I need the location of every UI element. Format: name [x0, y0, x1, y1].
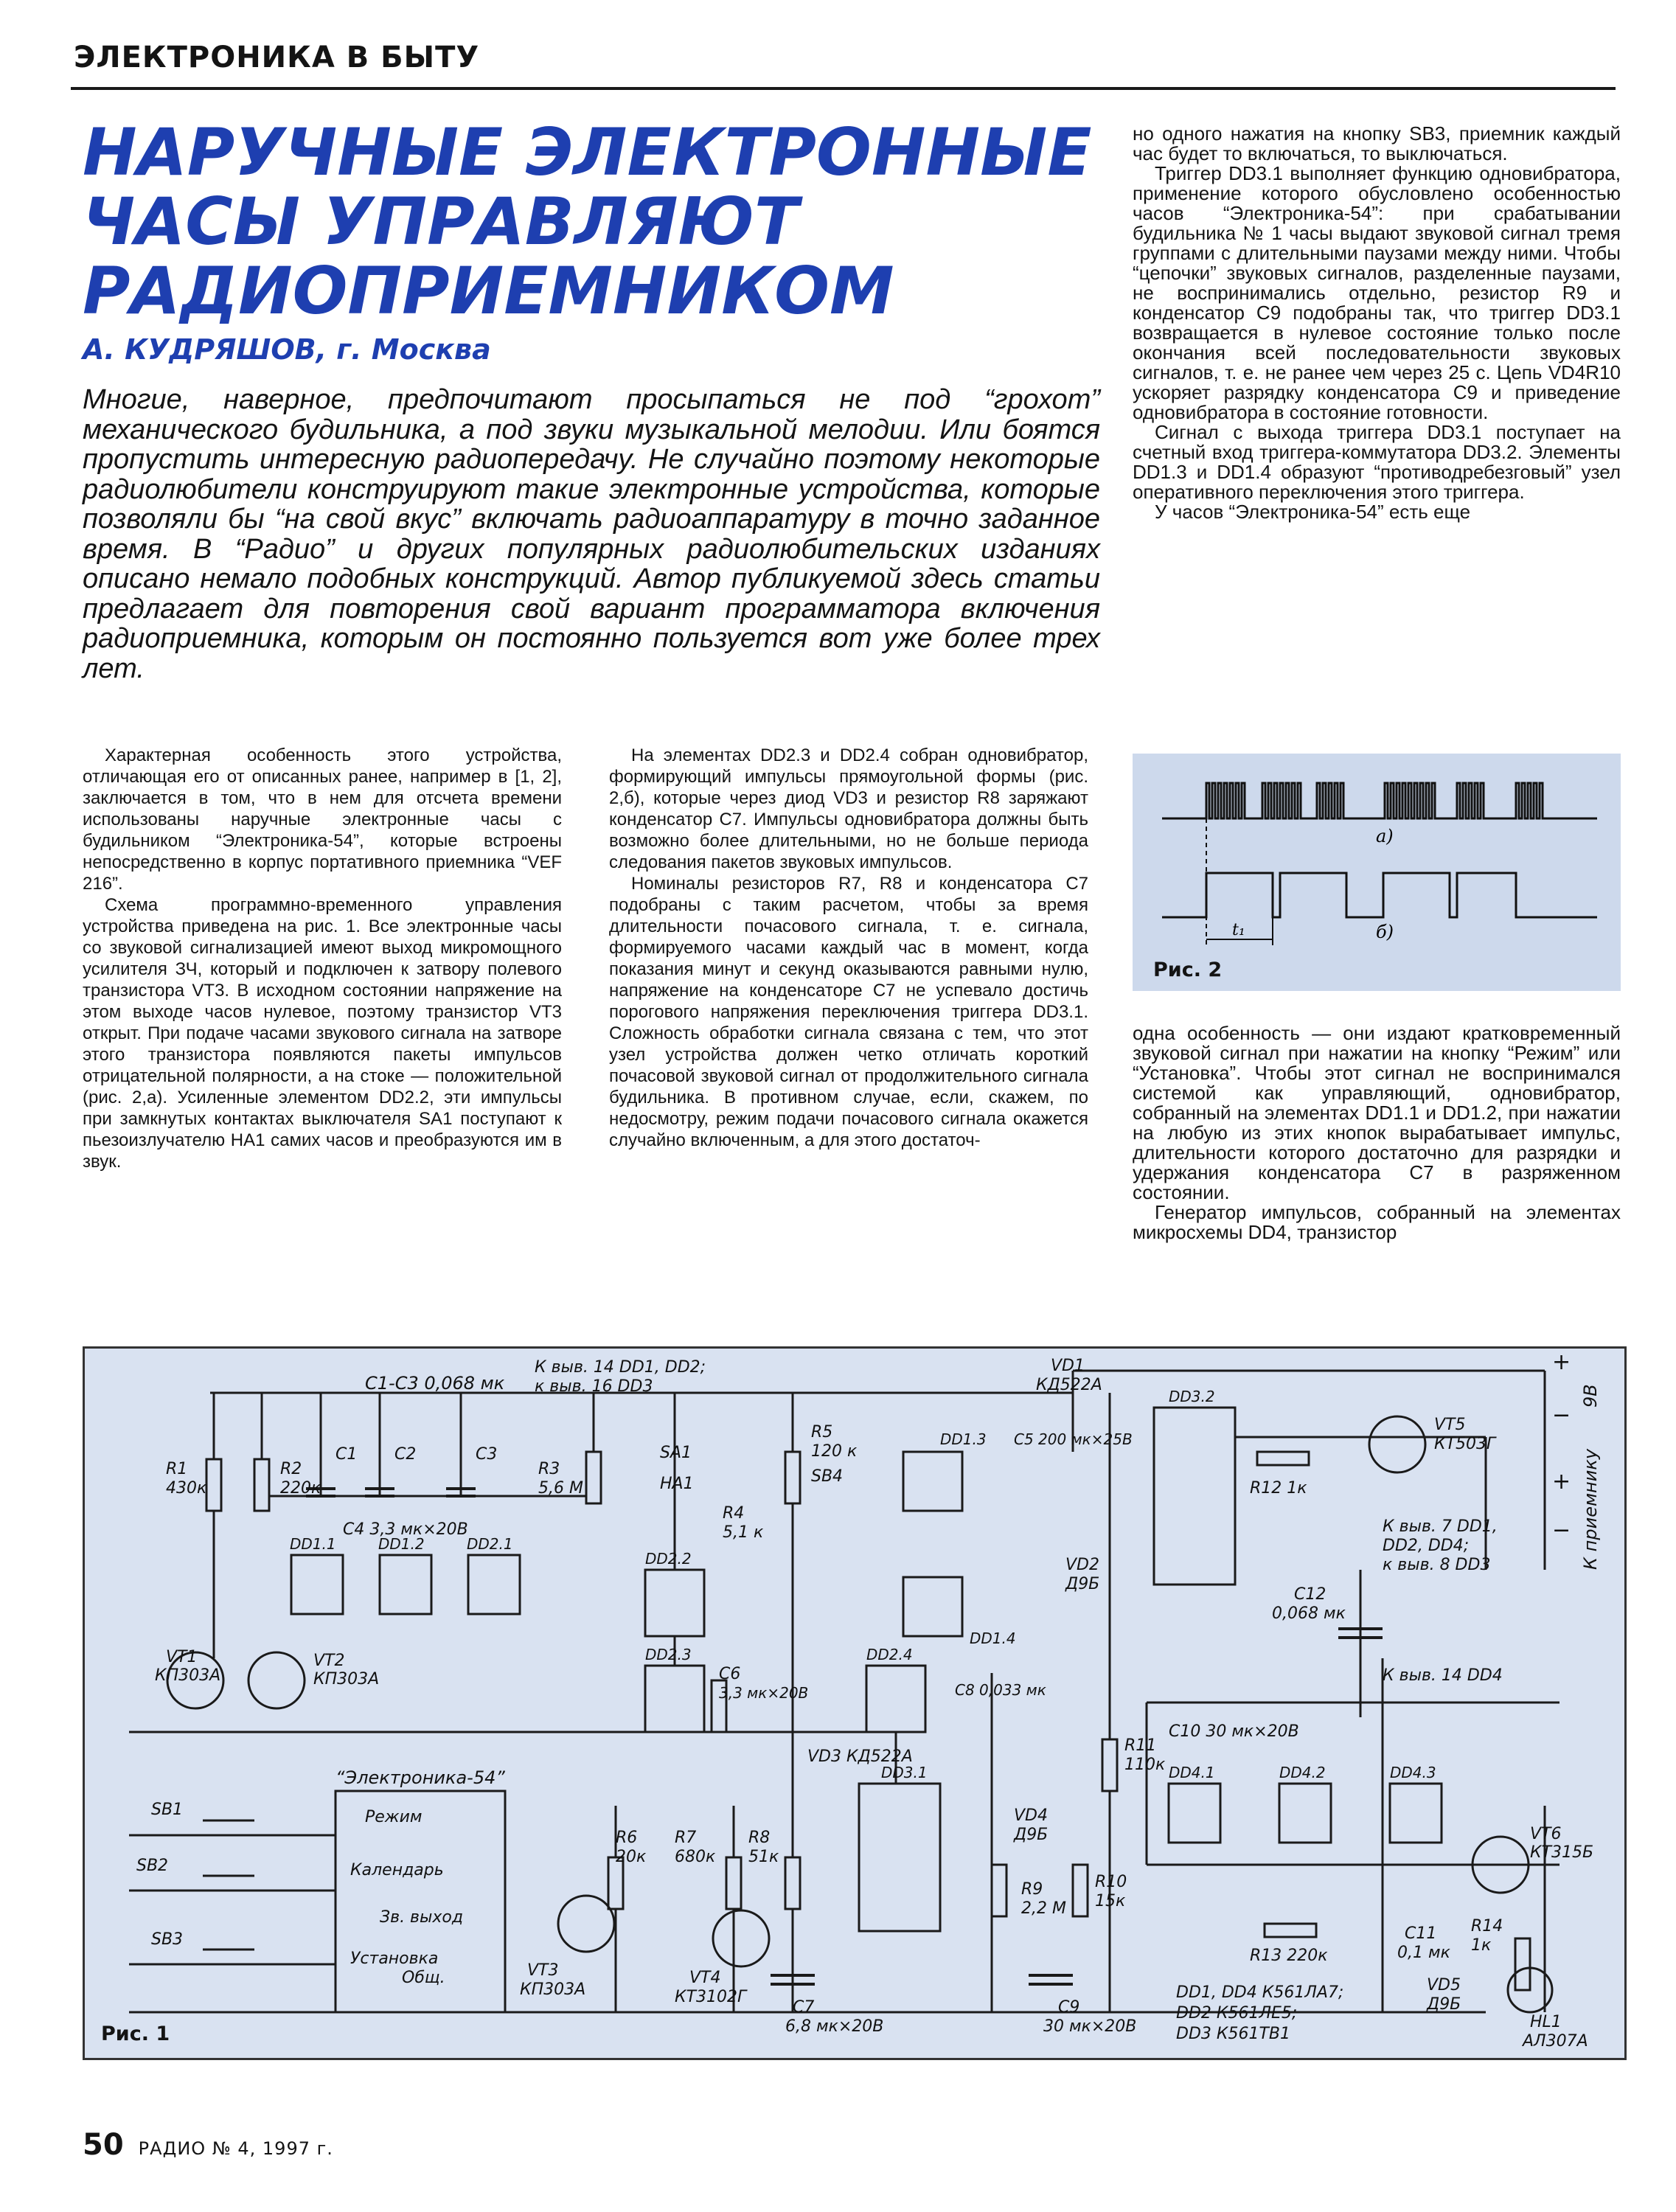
paragraph: У часов “Электроника-54” есть еще — [1155, 501, 1471, 523]
label: 680к — [675, 1848, 716, 1866]
label: КТ3102Г — [675, 1988, 747, 2006]
label: DD1.4 — [970, 1630, 1016, 1647]
label: C5 200 мк×25В — [1014, 1430, 1133, 1448]
label: DD1.3 — [940, 1430, 987, 1448]
label: R3 — [538, 1460, 560, 1478]
paragraph: Сигнал с выхода триггера DD3.1 поступает на счетный вход триггера-коммутатора DD3.2. Элементы DD1.3 и DD1.4 образуют “противодребезговый” узел оперативного переключения этого триггера. — [1133, 421, 1621, 503]
label: Д9Б — [1427, 1995, 1461, 2014]
label: VT3 — [527, 1961, 559, 1980]
paragraph: Характерная особенность этого устройства, отличающая его от описанных ранее, например в [1, 2], заключается в том, что в нем для отсчета времени использованы наручные электронные часы с будильником “Электроника-54”, которые встроены непосредственно в корпус портативного приемника “VEF 216”. — [83, 745, 562, 894]
label: 9В — [1580, 1384, 1601, 1408]
label: R9 — [1021, 1880, 1043, 1899]
wiring — [129, 1371, 1559, 2012]
paragraph: На элементах DD2.3 и DD2.4 собран одновибратор, формирующий импульсы прямоугольной формы (рис. 2,б), которые через диод VD3 и резистор R8 заряжают конденсатор C7. Импульсы одновибратора должны быть возможно более длительными, но не больше периода следования пакетов звуковых импульсов. — [609, 745, 1088, 872]
label: C7 — [793, 1998, 815, 2017]
label: 0,068 мк — [1272, 1604, 1346, 1623]
label: 20к — [616, 1848, 647, 1866]
header-rule — [71, 87, 1616, 90]
label: КП303А — [520, 1980, 586, 1999]
label: 3,3 мк×20В — [719, 1684, 809, 1702]
label: DD4.3 — [1390, 1764, 1436, 1781]
label: DD2, DD4; — [1383, 1537, 1470, 1555]
label: К выв. 14 DD4 — [1383, 1666, 1503, 1685]
label: VD2 — [1065, 1556, 1099, 1574]
button-label: SB1 — [151, 1801, 184, 1819]
label: C9 — [1058, 1998, 1080, 2017]
label: 15к — [1095, 1892, 1126, 1910]
body-column-2 — [609, 745, 1088, 1151]
label: DD3 К561ТВ1 — [1176, 2025, 1291, 2043]
figure-1-caption: Рис. 1 — [101, 2023, 170, 2045]
button-label: SB3 — [151, 1930, 184, 1949]
body-column-3-bottom — [1133, 1023, 1621, 1242]
label: R10 — [1095, 1873, 1127, 1891]
label: к выв. 8 DD3 — [1383, 1556, 1491, 1574]
label-t1: t₁ — [1232, 921, 1245, 939]
label: КТ315Б — [1530, 1843, 1594, 1862]
label: C4 3,3 мк×20В — [343, 1520, 468, 1539]
label: 51к — [748, 1848, 779, 1866]
watch-item: Режим — [365, 1808, 423, 1826]
body-column-3-top — [1133, 124, 1621, 522]
paragraph: Схема программно-временного управления устройства приведена на рис. 1. Все электронные часы со звуковой сигнализацией имеют выход микромощного усилителя ЗЧ, который и подключен к затвору полевого транзистора VT3. В исходном состоянии напряжение на этом выходе часов нулевое, поэтому транзистор VT3 открыт. При подаче часами звукового сигнала на затворе этого транзистора появляются пакеты импульсов отрицательной полярности, а на стоке — положительной (рис. 2,а). Усиленные элементом DD2.2, эти импульсы при замкнутых контактах выключателя SA1 поступают к пьезоизлучателю HA1 самих часов и преобразуются им в звук. — [83, 895, 562, 1172]
label: R7 — [675, 1829, 697, 1847]
label: DD1.1 — [290, 1535, 336, 1553]
label: SA1 — [660, 1444, 692, 1462]
label: + — [1552, 1469, 1571, 1495]
watch-title: “Электроника-54” — [335, 1767, 505, 1788]
label: К выв. 14 DD1, DD2; — [535, 1358, 706, 1377]
label: DD2.2 — [645, 1550, 692, 1568]
label: 5,1 к — [723, 1523, 764, 1542]
label: 30 мк×20В — [1043, 2017, 1137, 2036]
label: C1-C3 0,068 мк — [365, 1373, 505, 1394]
label: КП303А — [313, 1670, 380, 1688]
article-lead: Многие, наверное, предпочитают просыпаться не под “грохот” механического будильника, а под звуки музыкальной мелодии. Или боятся пропустить интересную радиопередачу. Не случайно поэтому некоторые радиолюбители конструируют такие электронные устройства, которые позволяли бы “на свой вкус” включать радиоаппаратуру в точно заданное время. В “Радио” и других популярных радиолюбительских изданиях описано немало подобных конструкций. Автор публикуемой здесь статьи предлагает для повторения свой вариант программатора включения радиоприемника, которым он постоянно пользуется вот уже более трех лет. — [83, 384, 1100, 684]
label: C11 — [1405, 1924, 1437, 1943]
waveform-b — [1162, 873, 1597, 917]
label: VD3 КД522А — [807, 1747, 913, 1766]
paragraph: Генератор импульсов, собранный на элементах микросхемы DD4, транзистор — [1133, 1201, 1621, 1243]
section-rubric: ЭЛЕКТРОНИКА В БЫТУ — [74, 41, 480, 74]
label: HL1 — [1530, 2013, 1562, 2031]
label: DD2.3 — [645, 1646, 692, 1663]
label: Д9Б — [1065, 1575, 1100, 1593]
label: КТ503Г — [1434, 1435, 1496, 1453]
figure-2-caption: Рис. 2 — [1153, 959, 1223, 981]
label: R5 — [811, 1423, 833, 1441]
label: VT4 — [689, 1969, 721, 1987]
label: DD2.4 — [866, 1646, 913, 1663]
label: VD1 — [1051, 1357, 1085, 1375]
label: DD2 К561ЛЕ5; — [1176, 2004, 1298, 2023]
label: R12 1к — [1250, 1479, 1307, 1498]
label: DD1.2 — [378, 1535, 425, 1553]
label: VT1 — [166, 1648, 198, 1666]
timing-diagram-svg — [1133, 754, 1621, 991]
label: C10 30 мк×20В — [1169, 1722, 1299, 1741]
label: C6 — [719, 1665, 741, 1683]
body-column-1 — [83, 745, 562, 1172]
watch-item: Календарь — [350, 1861, 444, 1879]
label: АЛ307А — [1523, 2032, 1588, 2051]
label: DD3.2 — [1169, 1388, 1215, 1405]
page-number: 50 — [83, 2128, 124, 2162]
label: VD4 — [1014, 1806, 1048, 1825]
label: VT2 — [313, 1652, 345, 1670]
label: + — [1552, 1349, 1571, 1375]
label: КП303А — [155, 1666, 221, 1685]
label: 430к — [166, 1479, 207, 1498]
label: − — [1552, 1517, 1571, 1543]
label: R13 220к — [1250, 1947, 1328, 1965]
label: 0,1 мк — [1397, 1944, 1450, 1962]
label: HA1 — [660, 1475, 694, 1493]
label: C1 — [335, 1445, 358, 1464]
label: 6,8 мк×20В — [785, 2017, 884, 2036]
waveform-a — [1162, 783, 1597, 818]
paragraph: Номиналы резисторов R7, R8 и конденсатора C7 подобраны с таким расчетом, чтобы за время длительности почасового сигнала, т. е. сигнала, формируемого часами каждый час в момент, когда показания минут и секунд оказываются равными нулю, напряжение на конденсаторе C7 не успевало достичь порогового напряжения переключения триггера DD3.1. Сложность обработки сигнала связана с тем, что этот узел устройства должен четко отличать короткий почасовой звуковой сигнал от продолжительного сигнала будильника. В противном случае, если, скажем, по недосмотру, режим подачи почасового сигнала окажется случайно включенным, а для этого достаточ- — [609, 874, 1088, 1150]
label: C2 — [394, 1445, 417, 1464]
label: − — [1552, 1402, 1571, 1428]
label: DD3.1 — [881, 1764, 928, 1781]
label: SB4 — [811, 1467, 844, 1486]
paragraph: Триггер DD3.1 выполняет функцию одновибратора, применение которого обусловлено особенностью часов “Электроника-54”: при срабатывании будильника № 1 часы выдают звуковой сигнал тремя группами с длительными паузами между ними. Чтобы “цепочки” звуковых сигналов, разделенные паузами, не воспринимались отдельно, резистор R9 и конденсатор C9 подобраны так, что триггер DD3.1 возвращается в нулевое состояние только после окончания всей последовательности звуковых сигналов, т. е. не ранее чем через 25 с. Цепь VD4R10 ускоряет разрядку конденсатора C9 и приведение одновибратора в состояние готовности. — [1133, 162, 1621, 423]
article-title: НАРУЧНЫЕ ЭЛЕКТРОННЫЕ ЧАСЫ УПРАВЛЯЮТ РАДИОПРИЕМНИКОМ — [83, 114, 1092, 329]
label: C12 — [1294, 1585, 1326, 1604]
label: R2 — [280, 1460, 302, 1478]
label: 2,2 М — [1021, 1899, 1066, 1918]
label: К выв. 7 DD1, — [1383, 1517, 1498, 1536]
watch-item: Общ. — [402, 1969, 445, 1987]
publication-info: РАДИО № 4, 1997 г. — [138, 2138, 333, 2159]
label: Д9Б — [1014, 1826, 1049, 1844]
label: R4 — [723, 1504, 745, 1523]
label: 1к — [1471, 1936, 1492, 1955]
label: DD2.1 — [467, 1535, 513, 1553]
label-b: б) — [1376, 922, 1394, 942]
label: C3 — [476, 1445, 498, 1464]
label: R1 — [166, 1460, 188, 1478]
article-author: А. КУДРЯШОВ, г. Москва — [83, 333, 491, 366]
label: КД522А — [1036, 1376, 1102, 1394]
label: R6 — [616, 1829, 638, 1847]
figure-1-schematic — [83, 1346, 1627, 2060]
label: 220к — [280, 1479, 321, 1498]
label: 120 к — [811, 1442, 858, 1461]
page-footer — [83, 2128, 333, 2162]
label: R8 — [748, 1829, 771, 1847]
watch-item: Установка — [350, 1950, 439, 1968]
label: VT6 — [1530, 1825, 1562, 1843]
paragraph: но одного нажатия на кнопку SB3, приемник каждый час будет то включаться, то выключаться. — [1133, 122, 1621, 164]
label: C8 0,033 мк — [955, 1681, 1046, 1699]
label: VT5 — [1434, 1416, 1466, 1434]
button-label: SB2 — [136, 1857, 169, 1875]
paragraph: одна особенность — они издают кратковременный звуковой сигнал при нажатии на кнопку “Режим” или “Установка”. Чтобы этот сигнал не воспринимался системой как управляющий, одновибратор, собранный на элементах DD1.1 и DD1.2, при нажатии на любую из этих кнопок вырабатывает импульс, длительности которого достаточно для разрядки и удержания конденсатора C7 в разряженном состоянии. — [1133, 1022, 1621, 1203]
figure-2-timing-diagram — [1133, 754, 1621, 991]
label: к выв. 16 DD3 — [535, 1377, 653, 1396]
label: DD4.1 — [1169, 1764, 1215, 1781]
label: R11 — [1124, 1736, 1157, 1755]
schematic-svg — [85, 1349, 1624, 2058]
label-a: а) — [1376, 826, 1394, 846]
label: 110к — [1124, 1756, 1166, 1774]
label: 5,6 М — [538, 1479, 583, 1498]
label: DD4.2 — [1279, 1764, 1326, 1781]
label: VD5 — [1427, 1976, 1461, 1994]
label: DD1, DD4 К561ЛА7; — [1176, 1983, 1344, 2002]
label: К приемнику — [1580, 1448, 1601, 1570]
watch-item: Зв. выход — [380, 1908, 464, 1927]
label: R14 — [1471, 1917, 1503, 1935]
